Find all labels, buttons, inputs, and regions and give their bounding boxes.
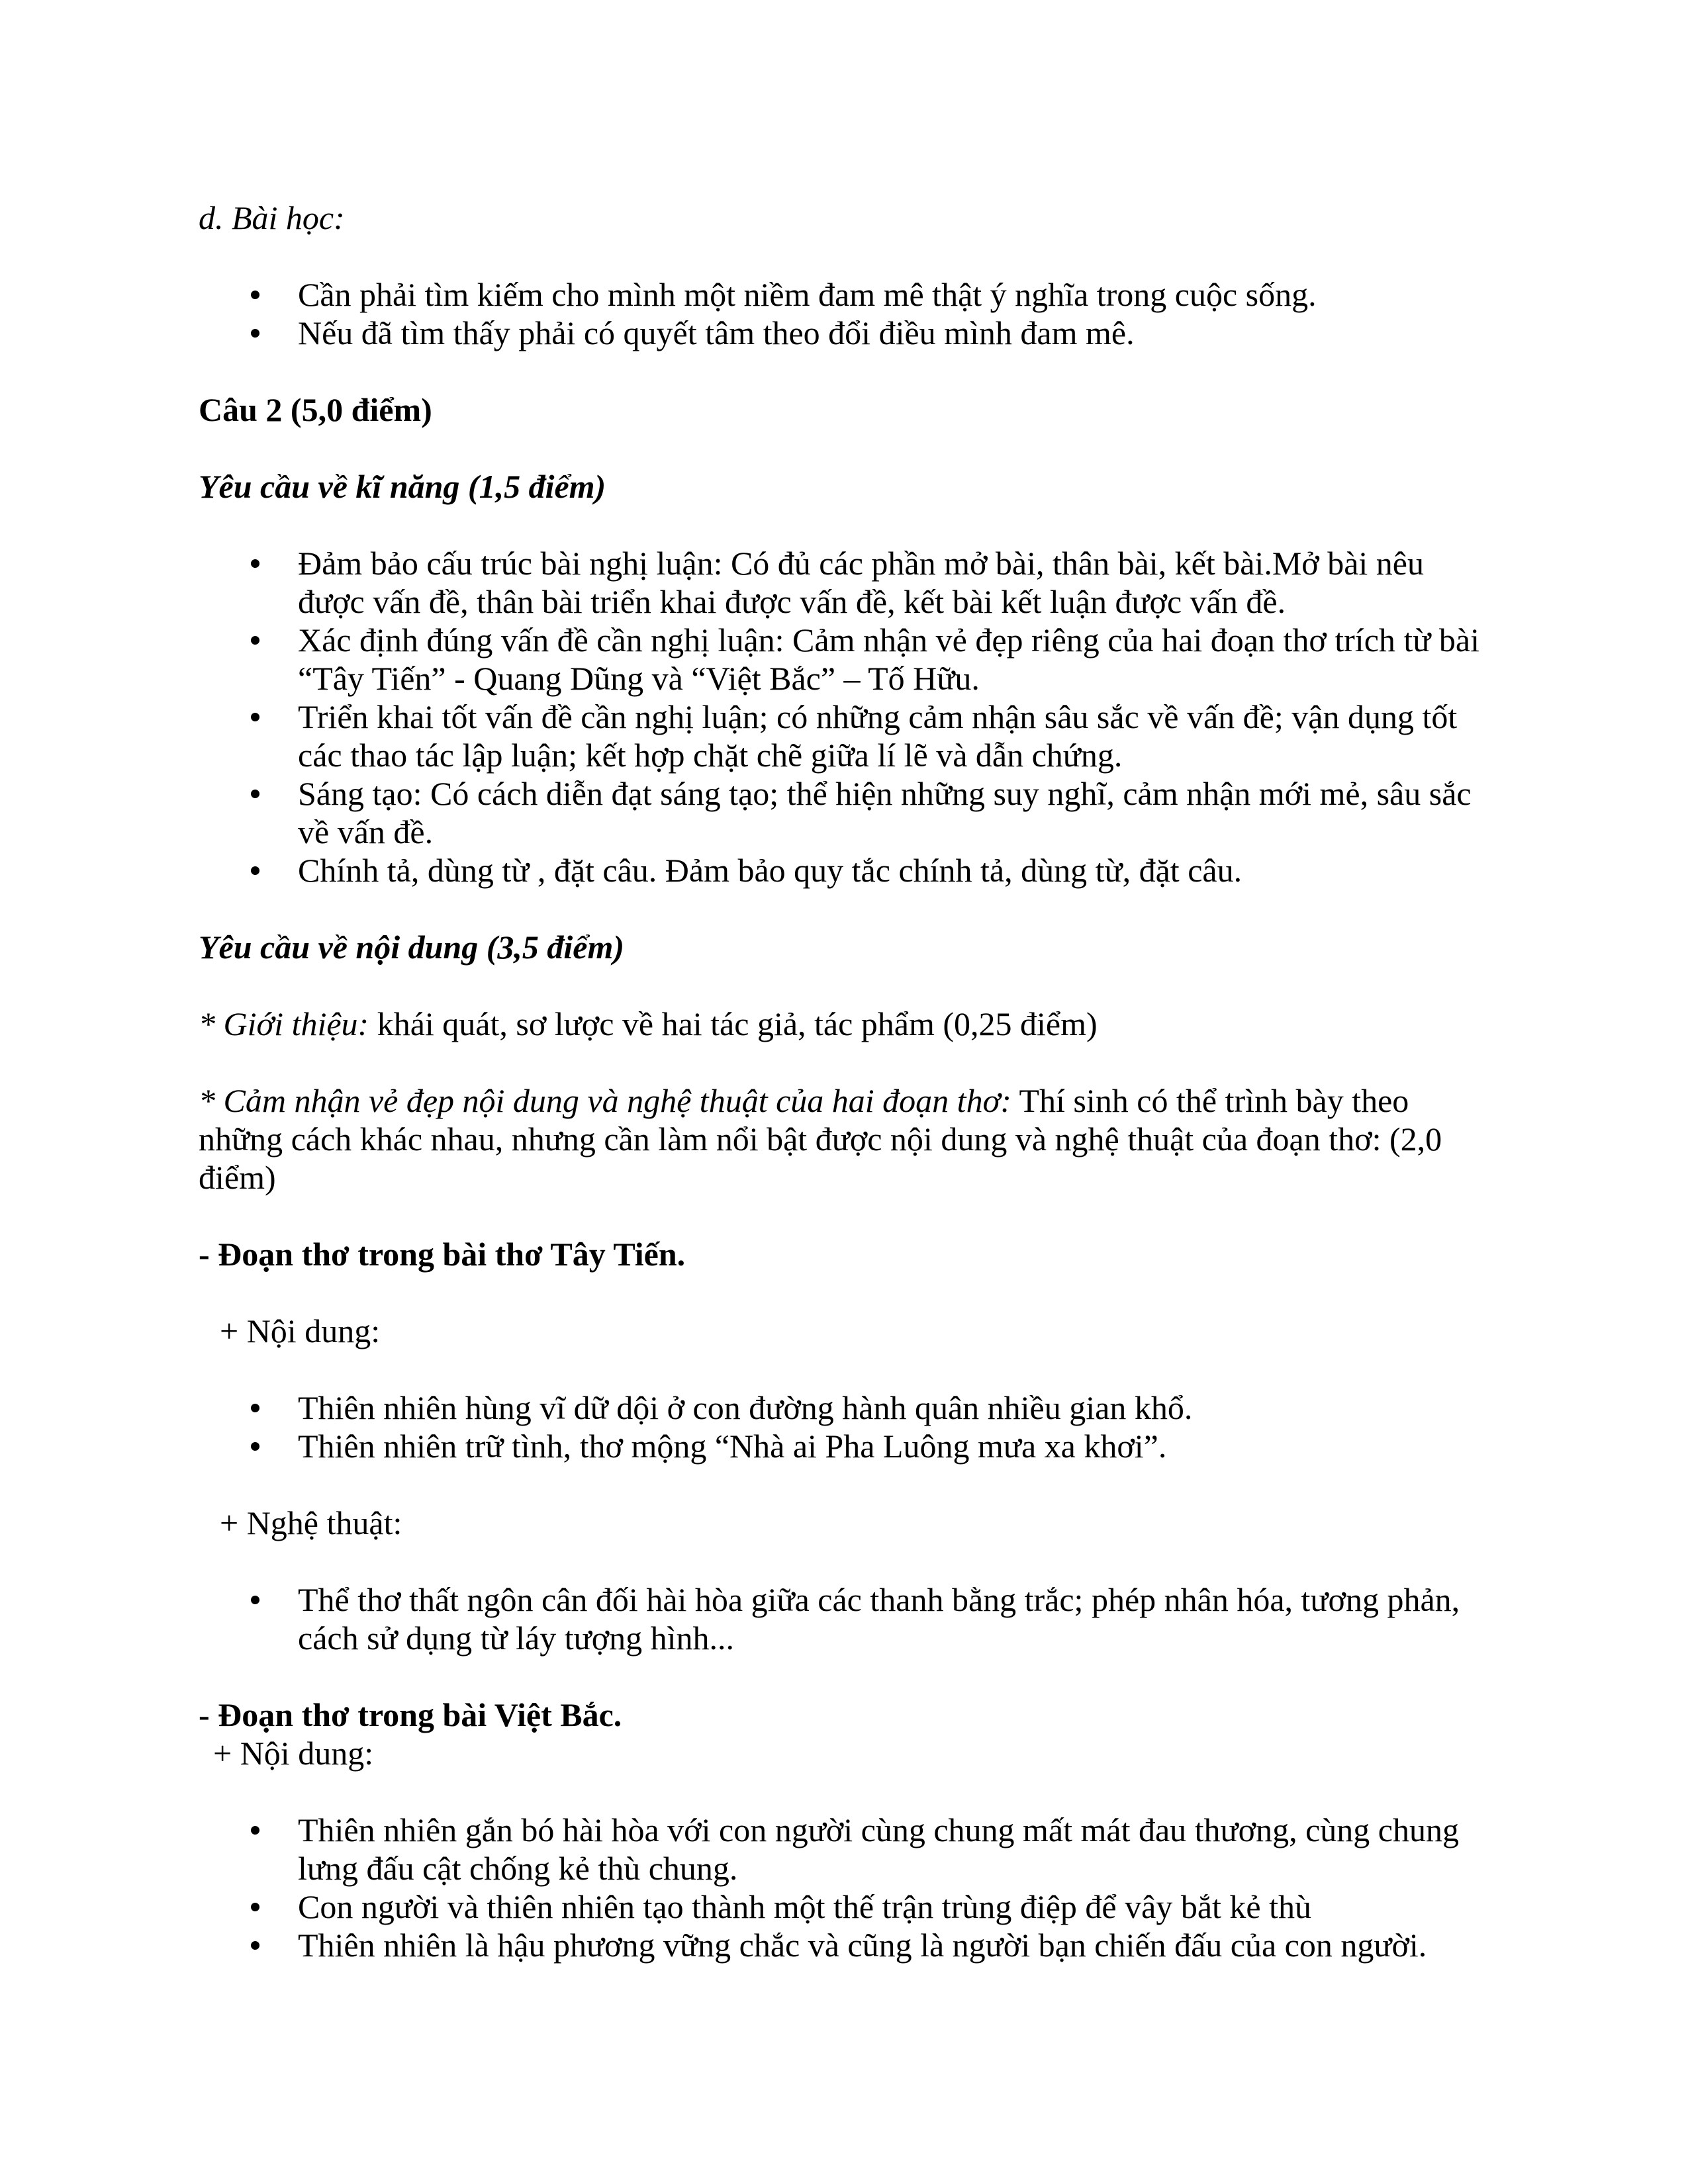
list-item: Đảm bảo cấu trúc bài nghị luận: Có đủ các phần mở bài, thân bài, kết bài.Mở bài nêu được vấn đề, thân bài triển khai được vấn đề, kết bài kết luận được vấn đề. <box>298 544 1489 621</box>
list-item: Con người và thiên nhiên tạo thành một thế trận trùng điệp để vây bắt kẻ thù <box>298 1888 1489 1926</box>
list-item: Thiên nhiên gắn bó hài hòa với con người cùng chung mất mát đau thương, cùng chung lưng đấu cật chống kẻ thù chung. <box>298 1811 1489 1888</box>
intro-paragraph <box>199 1005 1489 1043</box>
feel-text: Thí sinh có thể trình bày theo những cách khác nhau, nhưng cần làm nổi bật được nội dung và nghệ thuật của đoạn thơ: (2,0 điểm) <box>199 1082 1442 1196</box>
list-item: Thiên nhiên hùng vĩ dữ dội ở con đường hành quân nhiều gian khổ. <box>298 1388 1489 1427</box>
viet-bac-content-label: + Nội dung: <box>213 1735 374 1772</box>
tay-tien-art-list <box>199 1580 1489 1657</box>
feel-label: * Cảm nhận vẻ đẹp nội dung và nghệ thuật của hai đoạn thơ: <box>199 1082 1011 1119</box>
list-item: Xác định đúng vấn đề cần nghị luận: Cảm nhận vẻ đẹp riêng của hai đoạn thơ trích từ bài “Tây Tiến” - Quang Dũng và “Việt Bắc” – Tố Hữu. <box>298 621 1489 698</box>
question-2-heading: Câu 2 (5,0 điểm) <box>199 391 432 428</box>
lesson-list <box>199 275 1489 352</box>
list-item: Thiên nhiên trữ tình, thơ mộng “Nhà ai Pha Luông mưa xa khơi”. <box>298 1427 1489 1465</box>
skills-list <box>199 544 1489 889</box>
tay-tien-content-label: + Nội dung: <box>220 1312 381 1349</box>
skills-heading: Yêu cầu về kĩ năng (1,5 điểm) <box>199 468 606 505</box>
viet-bac-content-list <box>199 1811 1489 1964</box>
list-item: Nếu đã tìm thấy phải có quyết tâm theo đổi điều mình đam mê. <box>298 314 1489 352</box>
list-item: Sáng tạo: Có cách diễn đạt sáng tạo; thể hiện những suy nghĩ, cảm nhận mới mẻ, sâu sắc về vấn đề. <box>298 774 1489 851</box>
list-item: Thiên nhiên là hậu phương vững chắc và cũng là người bạn chiến đấu của con người. <box>298 1926 1489 1964</box>
tay-tien-heading: - Đoạn thơ trong bài thơ Tây Tiến. <box>199 1236 686 1273</box>
intro-text: khái quát, sơ lược về hai tác giả, tác phẩm (0,25 điểm) <box>369 1005 1098 1042</box>
lesson-heading: d. Bài học: <box>199 199 345 236</box>
list-item: Chính tả, dùng từ , đặt câu. Đảm bảo quy tắc chính tả, dùng từ, đặt câu. <box>298 851 1489 889</box>
list-item: Cần phải tìm kiếm cho mình một niềm đam mê thật ý nghĩa trong cuộc sống. <box>298 275 1489 314</box>
content-heading: Yêu cầu về nội dung (3,5 điểm) <box>199 929 625 966</box>
list-item: Triển khai tốt vấn đề cần nghị luận; có những cảm nhận sâu sắc về vấn đề; vận dụng tốt các thao tác lập luận; kết hợp chặt chẽ giữa lí lẽ và dẫn chứng. <box>298 698 1489 774</box>
tay-tien-art-label: + Nghệ thuật: <box>220 1504 402 1541</box>
list-item: Thể thơ thất ngôn cân đối hài hòa giữa các thanh bằng trắc; phép nhân hóa, tương phản, cách sử dụng từ láy tượng hình... <box>298 1580 1489 1657</box>
viet-bac-heading: - Đoạn thơ trong bài Việt Bắc. <box>199 1696 622 1733</box>
feel-paragraph <box>199 1081 1489 1197</box>
document-page <box>199 199 1489 1964</box>
intro-label: * Giới thiệu: <box>199 1005 369 1042</box>
tay-tien-content-list <box>199 1388 1489 1465</box>
